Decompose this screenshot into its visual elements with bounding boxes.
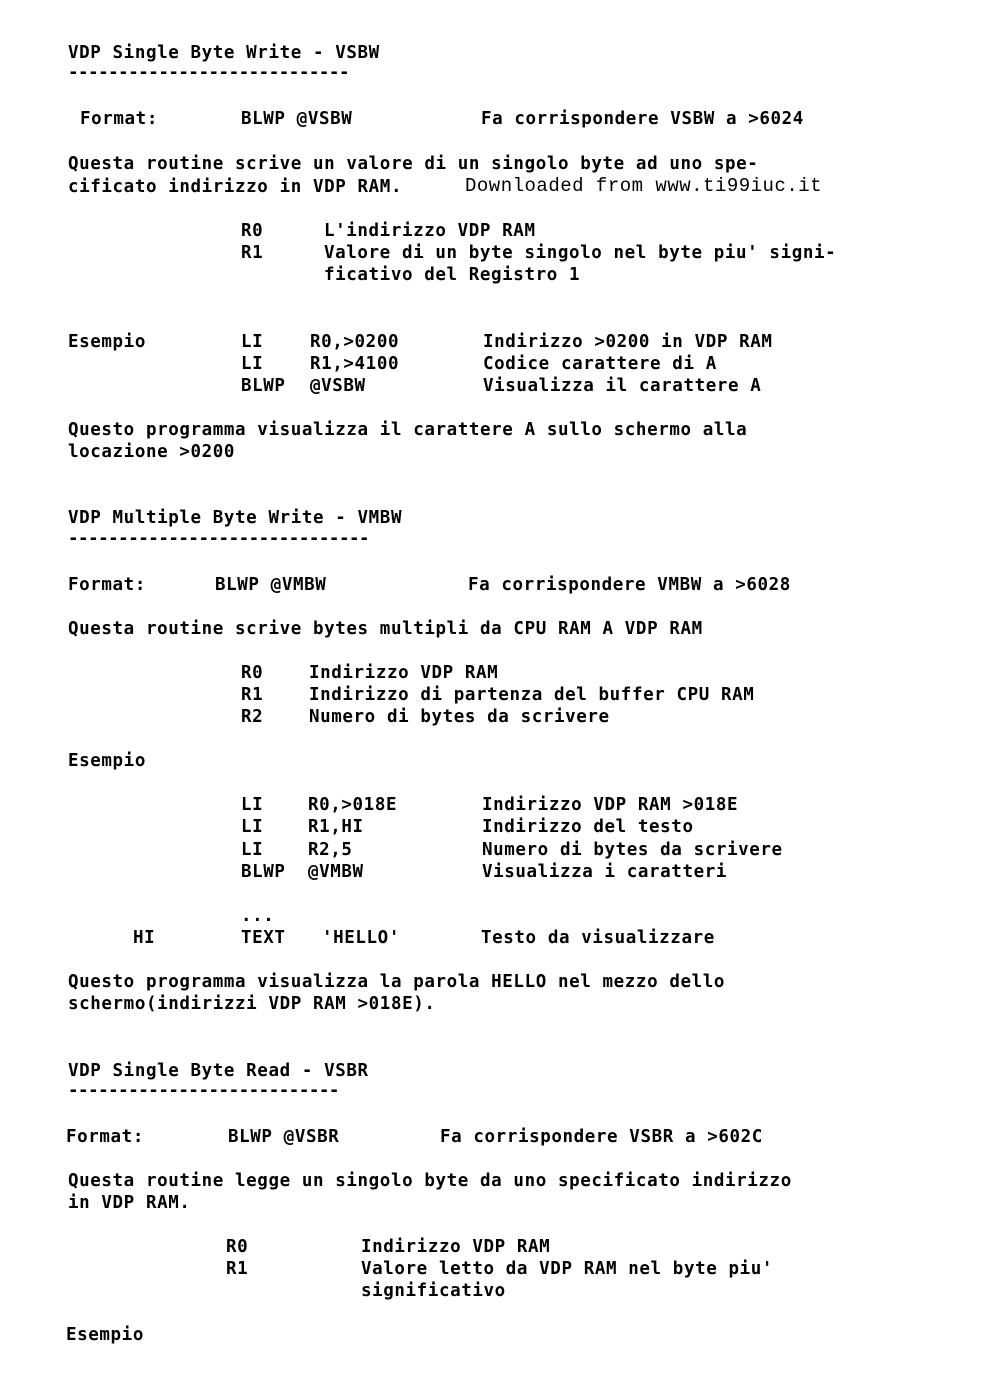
vsbw-format-label: Format:	[80, 109, 158, 129]
vmbw-code-arg: R1,HI	[308, 817, 364, 837]
vmbw-code-op: LI	[241, 817, 264, 837]
vsbw-code-comment: Visualizza il carattere A	[483, 376, 762, 396]
vsbw-format-code: BLWP @VSBW	[241, 109, 353, 129]
vmbw-code-op: BLWP	[241, 862, 286, 882]
vsbr-title: VDP Single Byte Read - VSBR	[68, 1061, 369, 1081]
vsbr-description-line1: Questa routine legge un singolo byte da uno specificato indirizzo	[68, 1171, 792, 1191]
vmbw-hi-arg: 'HELLO'	[322, 928, 400, 948]
vmbw-reg-r0: R0	[241, 663, 264, 683]
vsbw-reg-r1-desc-cont: ficativo del Registro 1	[324, 265, 581, 285]
vmbw-reg-r2-desc: Numero di bytes da scrivere	[309, 707, 610, 727]
vsbw-note-line1: Questo programma visualizza il carattere A sullo schermo alla	[68, 420, 748, 440]
vmbw-title-underline: ------------------------------	[68, 529, 370, 549]
vmbw-note-line2: schermo(indirizzi VDP RAM >018E).	[68, 994, 436, 1014]
vsbw-code-arg: @VSBW	[310, 376, 366, 396]
vsbw-reg-r0: R0	[241, 221, 264, 241]
vmbw-code-arg: @VMBW	[308, 862, 364, 882]
vmbw-hi-comment: Testo da visualizzare	[481, 928, 715, 948]
vsbr-title-underline: ---------------------------	[68, 1081, 339, 1101]
vsbw-description-line1: Questa routine scrive un valore di un singolo byte ad uno spe-	[68, 154, 759, 174]
vmbw-code-comment: Indirizzo del testo	[482, 817, 694, 837]
vsbw-title: VDP Single Byte Write - VSBW	[68, 43, 380, 63]
vmbw-hi-op: TEXT	[241, 928, 286, 948]
vsbr-description-line2: in VDP RAM.	[68, 1193, 191, 1213]
vmbw-code-ellipsis: ...	[241, 906, 275, 926]
vmbw-code-arg: R0,>018E	[308, 795, 398, 815]
vsbw-code-arg: R0,>0200	[310, 332, 400, 352]
vmbw-code-comment: Numero di bytes da scrivere	[482, 840, 783, 860]
vmbw-code-op: LI	[241, 795, 264, 815]
vmbw-hi-label: HI	[133, 928, 156, 948]
vmbw-code-op: LI	[241, 840, 264, 860]
vsbr-format-desc: Fa corrispondere VSBR a >602C	[440, 1127, 763, 1147]
vmbw-format-label: Format:	[68, 575, 146, 595]
vsbw-title-underline: ----------------------------	[68, 63, 350, 83]
vsbw-reg-r1: R1	[241, 243, 264, 263]
vsbw-code-comment: Indirizzo >0200 in VDP RAM	[483, 332, 773, 352]
vsbw-code-op: LI	[241, 354, 264, 374]
vsbr-reg-r1-desc: Valore letto da VDP RAM nel byte piu'	[361, 1259, 774, 1279]
vmbw-code-comment: Visualizza i caratteri	[482, 862, 727, 882]
vmbw-title: VDP Multiple Byte Write - VMBW	[68, 508, 403, 528]
vsbr-reg-r1-desc-cont: significativo	[361, 1281, 506, 1301]
vsbr-reg-r0-desc: Indirizzo VDP RAM	[361, 1237, 551, 1257]
vsbr-format-label: Format:	[66, 1127, 144, 1147]
vsbw-code-op: BLWP	[241, 376, 286, 396]
vsbw-code-op: LI	[241, 332, 264, 352]
vsbw-description-line2: cificato indirizzo in VDP RAM.	[68, 177, 403, 197]
vsbr-example-label: Esempio	[66, 1325, 144, 1345]
vmbw-example-label: Esempio	[68, 751, 146, 771]
vmbw-reg-r0-desc: Indirizzo VDP RAM	[309, 663, 499, 683]
vsbr-reg-r0: R0	[226, 1237, 249, 1257]
vsbw-reg-r1-desc: Valore di un byte singolo nel byte piu' signi-	[324, 243, 837, 263]
vsbw-note-line2: locazione >0200	[68, 442, 236, 462]
watermark-text: Downloaded from www.ti99iuc.it	[465, 175, 823, 197]
vsbw-code-comment: Codice carattere di A	[483, 354, 717, 374]
vsbw-reg-r0-desc: L'indirizzo VDP RAM	[324, 221, 536, 241]
vmbw-format-desc: Fa corrispondere VMBW a >6028	[468, 575, 791, 595]
vmbw-code-arg: R2,5	[308, 840, 353, 860]
vmbw-code-comment: Indirizzo VDP RAM >018E	[482, 795, 739, 815]
vsbw-format-desc: Fa corrispondere VSBW a >6024	[481, 109, 804, 129]
vmbw-format-code: BLWP @VMBW	[215, 575, 327, 595]
vsbr-format-code: BLWP @VSBR	[228, 1127, 340, 1147]
vsbw-code-arg: R1,>4100	[310, 354, 400, 374]
vmbw-reg-r1: R1	[241, 685, 264, 705]
vmbw-note-line1: Questo programma visualizza la parola HELLO nel mezzo dello	[68, 972, 726, 992]
vmbw-reg-r1-desc: Indirizzo di partenza del buffer CPU RAM	[309, 685, 755, 705]
vsbr-reg-r1: R1	[226, 1259, 249, 1279]
vmbw-description: Questa routine scrive bytes multipli da CPU RAM A VDP RAM	[68, 619, 703, 639]
vmbw-reg-r2: R2	[241, 707, 264, 727]
vsbw-example-label: Esempio	[68, 332, 146, 352]
